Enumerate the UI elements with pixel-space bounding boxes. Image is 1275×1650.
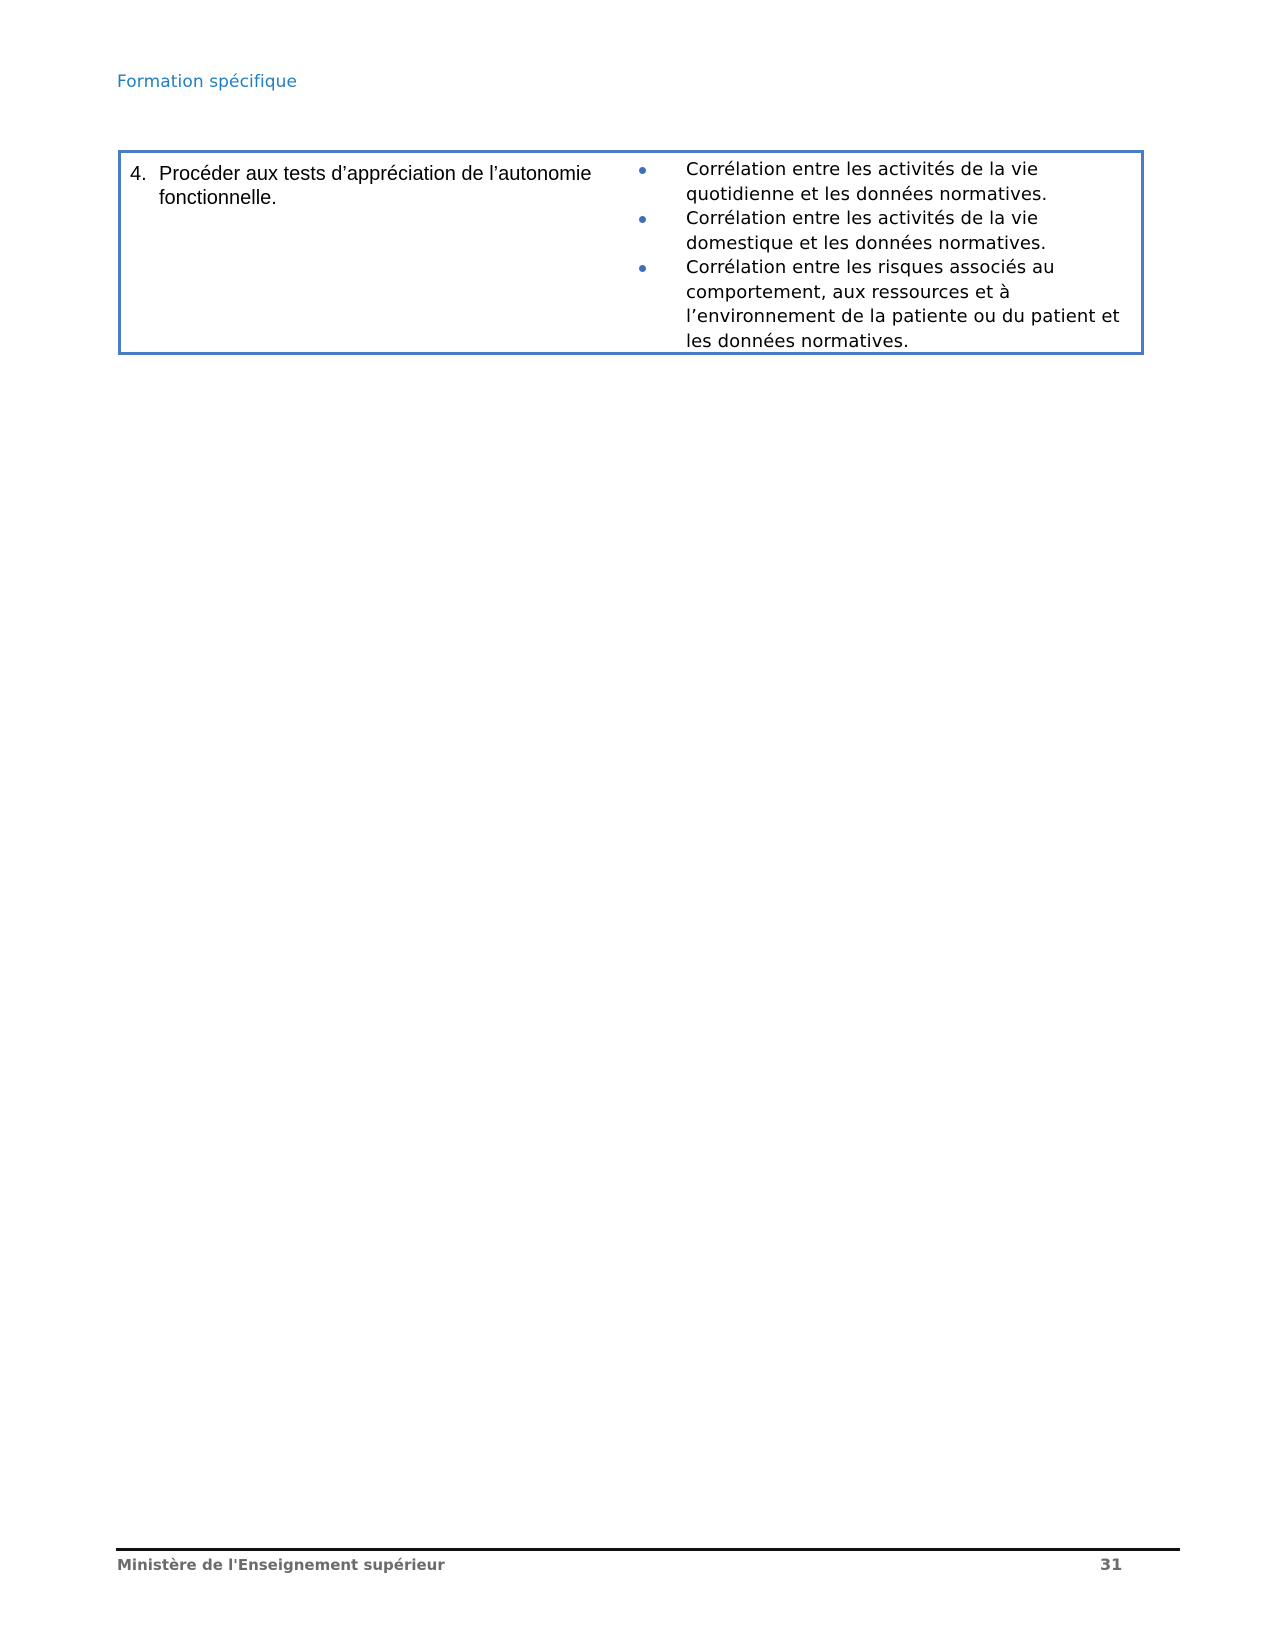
competency-number: 4. [130, 163, 147, 185]
criteria-text: Corrélation entre les risques associés au comportement, aux ressources et à l’environnement de la patiente ou du patient et les données normatives. [686, 257, 1120, 352]
bullet-icon [639, 167, 646, 174]
footer-organization: Ministère de l'Enseignement supérieur [117, 1556, 445, 1574]
competency-text: Procéder aux tests d’appréciation de l’autonomie fonctionnelle. [159, 163, 592, 209]
criteria-text: Corrélation entre les activités de la vie quotidienne et les données normatives. [686, 159, 1048, 205]
page-header-title: Formation spécifique [117, 72, 298, 92]
footer-divider [116, 1548, 1180, 1551]
criteria-item [636, 158, 1136, 207]
bullet-icon [639, 216, 646, 223]
criteria-item [636, 207, 1136, 256]
page-number: 31 [1100, 1555, 1123, 1574]
criteria-item [636, 256, 1136, 354]
criteria-text: Corrélation entre les activités de la vie domestique et les données normatives. [686, 208, 1047, 254]
competency-cell [130, 162, 610, 210]
bullet-icon [639, 265, 646, 272]
criteria-list [636, 158, 1136, 354]
competency-table [118, 150, 1144, 355]
